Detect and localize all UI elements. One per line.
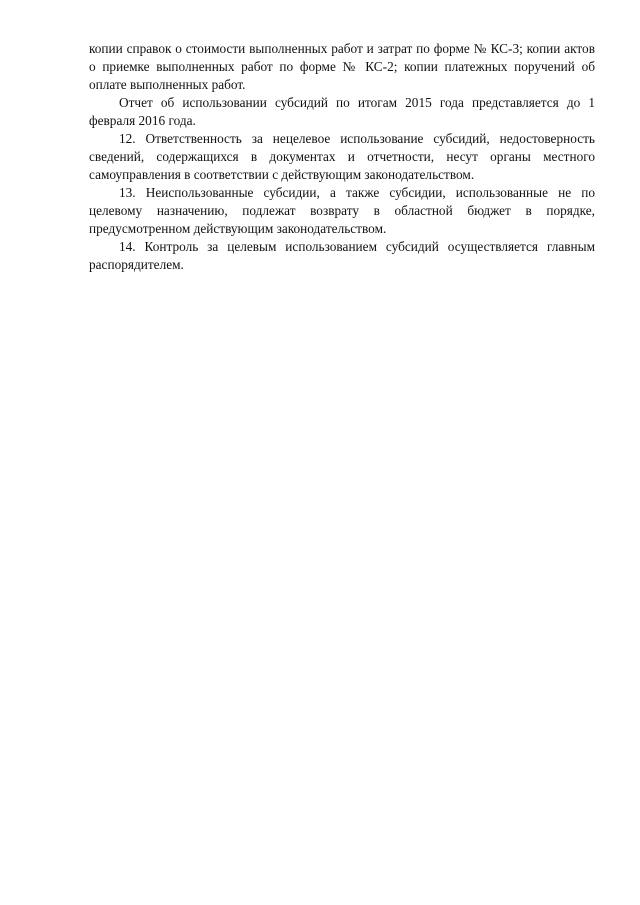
document-body xyxy=(89,40,595,274)
paragraph-supporting-documents: копии справок о стоимости выполненных работ и затрат по форме № КС-3; копии актов о приемке выполненных работ по форме № КС-2; копии платежных поручений об оплате выполненных работ. xyxy=(89,41,595,92)
paragraph-clause-12: 12. Ответственность за нецелевое использование субсидий, недостоверность сведений, содержащихся в документах и отчетности, несут органы местного самоуправления в соответствии с действующим законодательством. xyxy=(89,131,595,182)
paragraph-report-deadline: Отчет об использовании субсидий по итогам 2015 года представляется до 1 февраля 2016 года. xyxy=(89,95,595,128)
paragraph-clause-14: 14. Контроль за целевым использованием субсидий осуществляется главным распорядителем. xyxy=(89,239,595,272)
paragraph-clause-13: 13. Неиспользованные субсидии, а также субсидии, использованные не по целевому назначению, подлежат возврату в областной бюджет в порядке, предусмотренном действующим законодательством. xyxy=(89,185,595,236)
